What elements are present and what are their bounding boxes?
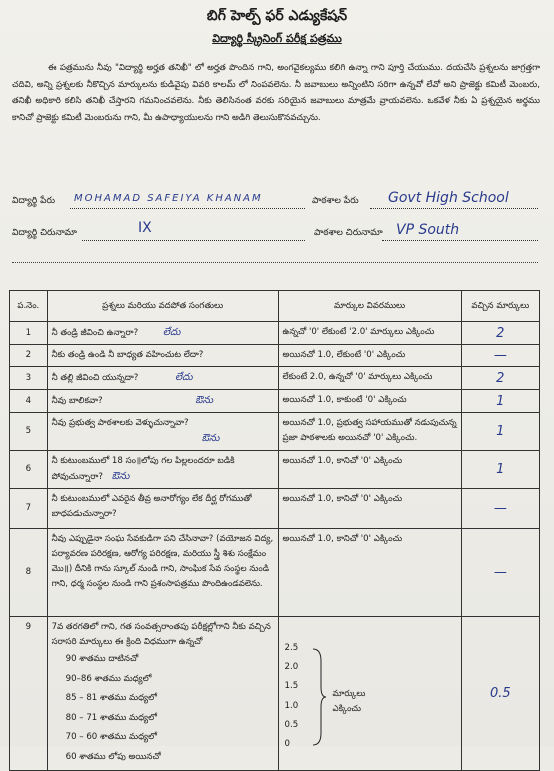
marks-scale (285, 639, 299, 754)
question-text: నీవు ప్రభుత్వ పాఠశాలకు వెళ్ళుచున్నావా? (51, 418, 189, 428)
question-text: నీ తల్లి జీవించి యున్నదా? (51, 373, 139, 383)
range-item: 85 – 81 శాతము మధ్యలో (65, 693, 157, 703)
screening-table (9, 290, 540, 771)
question-cell (47, 390, 278, 413)
scale-value: 1.5 (284, 681, 299, 692)
table-row (10, 529, 540, 617)
range-item: 60 శాతము లోపు అయినచో (65, 751, 161, 762)
score-cell[interactable]: 1 (461, 390, 539, 413)
range-item: 90–86 శాతము మధ్యలో (65, 673, 152, 684)
range-list (52, 650, 274, 767)
school-address-line (382, 240, 538, 241)
school-address-value[interactable]: VP South (396, 222, 460, 238)
table-row (10, 322, 540, 345)
student-name-value[interactable]: MOHAMAD SAFEIYA KHANAM (74, 193, 263, 204)
question-text: నీవు బాలికవా? (51, 396, 103, 406)
scale-value: 0 (284, 739, 290, 750)
table-row (10, 367, 540, 390)
table-row (10, 451, 540, 489)
col-header-score: వచ్చిన మార్కులు (461, 291, 539, 322)
handwritten-answer: లేదు (175, 372, 193, 383)
question-text: నీ కుటుంబములో 18 సం॥లోపు గల పిల్లలందరూ బడికి పోవుచున్నారా? (51, 456, 235, 482)
table-row (10, 413, 540, 451)
question-text: నీకు తండ్రి ఉండి నీ బాధ్యత వహించుట లేదా? (51, 350, 204, 360)
curly-brace-icon (309, 647, 327, 747)
row-number: 1 (10, 322, 48, 345)
row-number: 8 (10, 529, 48, 617)
org-title: బిగ్ హెల్ప్ ఫర్ ఎడ్యుకేషన్ (206, 8, 348, 24)
question-cell: నీ కుటుంబములో ఎవరైన తీవ్ర అనారోగ్యం లేక దీర్ఘ రోగముతో బాధపడుచున్నారా? (47, 489, 278, 529)
scale-value: 1.0 (284, 700, 299, 711)
handwritten-answer: ఔను (201, 433, 220, 444)
question-cell: నీవు ఎప్పుడైనా సంఘ సేవకుడిగా పని చేసినావా? (వయోజన విద్య, పర్యావరణ పరిరక్షణ, ఆరోగ్య పరిరక్షణ, మరియు స్త్రీ శిశు సంక్షేమం మొ॥) దీనికి గాను స్కూల్ నుండి గాని, సాంఘిక సేవ సంస్థల నుండి గాని, ధర్మ సంస్థల నుండి గాని ప్రశంసాపత్రము పొందిఉండవలెను. (47, 529, 278, 617)
handwritten-answer: ఔను (195, 395, 214, 406)
marks-detail-cell: అయినచో 1.0, ప్రభుత్వ సహాయముతో నడుపుచున్న ప్రజా పాఠశాలకు అయినచో '0' ఎక్కించు. (278, 413, 461, 451)
score-cell[interactable]: 0.5 (461, 617, 539, 771)
table-row (10, 345, 540, 367)
student-name-label: విద్యార్థి పేరు (12, 196, 55, 206)
question-text: 7వ తరగతిలో గాని, గత సంవత్సరాంతపు పరీక్షల్లోగాని నీకు వచ్చిన సరాసరి మార్కులు ఈ క్రింది విధముగా ఉన్నచో (51, 622, 271, 647)
score-cell[interactable]: — (461, 529, 539, 617)
marks-detail-cell: అయినచో 1.0, కానిచో '0' ఎక్కించు (278, 489, 461, 529)
question-cell (47, 322, 278, 345)
question-cell (47, 617, 278, 771)
student-name-line (70, 208, 305, 209)
range-item: 90 శాతము దాటినచో (65, 654, 139, 664)
table-row (10, 617, 540, 771)
marks-detail-cell: అయినచో 1.0, లేకుంటే '0' ఎక్కించు (278, 345, 461, 367)
row-number: 5 (10, 413, 48, 451)
handwritten-answer: ఔను (111, 471, 130, 482)
table-header-row (10, 291, 540, 322)
marks-detail-cell: ఉన్నచో '0' లేకుంటే '2.0' మార్కులు ఎక్కించు (278, 322, 461, 345)
col-header-no: ప.నెం. (10, 291, 48, 322)
row-number: 3 (10, 367, 48, 390)
marks-instruction: మార్కులు ఎక్కించు (332, 689, 366, 714)
marks-detail-cell: లేకుంటే 2.0, ఉన్నచో '0' మార్కులు ఎక్కించు (278, 367, 461, 390)
table-row (10, 390, 540, 413)
instructions-paragraph: ఈ పత్రమును నీవు "విద్యార్థి అర్హత తనిఖీ" లో అర్హత పొందిన గాని, అంగవైకల్యము కలిగి ఉన్నా గాని పూర్తి చేయుము. దయచేసి ప్రశ్నలను జాగ్రత్తగా చదివి, అన్ని ప్రశ్నలకు నీకొచ్చిన మార్కులను కుడివైపు వివరి కాలమ్ లో నింపవలెను. నీ జవాబులు అన్నింటిని సరిగా ఉన్నవో లేవో అని ప్రాజెక్టు కమిటీ మెంబరు, తనిఖీ అధికారి కలిసి తనిఖీ చేస్తారని గమనించవలెను. నీకు తెలిసినంత వరకు సరియైన జవాబులు మాత్రమే వ్రాయవలెను. ఒకవేళ నీకు ఏ ప్రశ్నయైన అర్థము కానిచో ప్రాజెక్టు కమిటీ మెంబరును గాని, మీ ఉపాధ్యాయులను గాని అడిగి తెలుసుకొనవచ్చును. (12, 63, 540, 123)
handwritten-answer: లేదు (162, 327, 181, 338)
question-cell (47, 413, 278, 451)
marks-detail-cell (278, 617, 461, 771)
score-cell[interactable]: 1 (461, 451, 539, 489)
scale-value: 2.0 (284, 662, 299, 673)
row-number: 2 (10, 345, 48, 367)
extra-address-line (12, 262, 538, 263)
score-cell[interactable]: 1 (461, 413, 539, 451)
school-address-label: పాఠశాల చిరునామా (314, 228, 383, 238)
marks-detail-cell: అయినచో 1.0, కానిచో '0' ఎక్కించు (278, 529, 461, 617)
scale-value: 2.5 (284, 643, 299, 653)
range-item: 70 – 60 శాతము మధ్యలో (65, 732, 157, 742)
question-text: నీ తండ్రి జీవించి ఉన్నారా? (51, 328, 139, 338)
row-number: 9 (10, 617, 48, 771)
col-header-marks-detail: మార్కుల వివరములు (278, 291, 461, 322)
score-cell[interactable]: 2 (461, 322, 539, 345)
row-number: 4 (10, 390, 48, 413)
col-header-question: ప్రశ్నలు మరియు వదపోత సంగతులు (47, 291, 278, 322)
marks-detail-cell: అయినచో 1.0, కానిచో '0' ఎక్కించు (278, 451, 461, 489)
school-name-line (370, 208, 538, 209)
marks-detail-cell: అయినచో 1.0, కాకుంటే '0' ఎక్కించు (278, 390, 461, 413)
row-number: 7 (10, 489, 48, 529)
student-address-value[interactable]: IX (138, 220, 152, 236)
row-number: 6 (10, 451, 48, 489)
score-cell[interactable]: 2 (461, 367, 539, 390)
school-name-value[interactable]: Govt High School (388, 190, 509, 206)
score-cell[interactable]: — (461, 345, 539, 367)
student-address-label: విద్యార్థి చిరునామా (12, 228, 77, 238)
student-address-line (82, 240, 305, 241)
table-row (10, 489, 540, 529)
scale-value: 0.5 (284, 719, 299, 730)
range-item: 80 – 71 శాతము మధ్యలో (65, 712, 157, 723)
question-cell (47, 367, 278, 390)
form-title: విద్యార్థి స్క్రీనింగ్ పరీక్ష పత్రము (212, 32, 342, 45)
question-cell (47, 451, 278, 489)
school-name-label: పాఠశాల పేరు (312, 196, 359, 206)
score-cell[interactable]: — (461, 489, 539, 529)
question-cell (47, 345, 278, 367)
